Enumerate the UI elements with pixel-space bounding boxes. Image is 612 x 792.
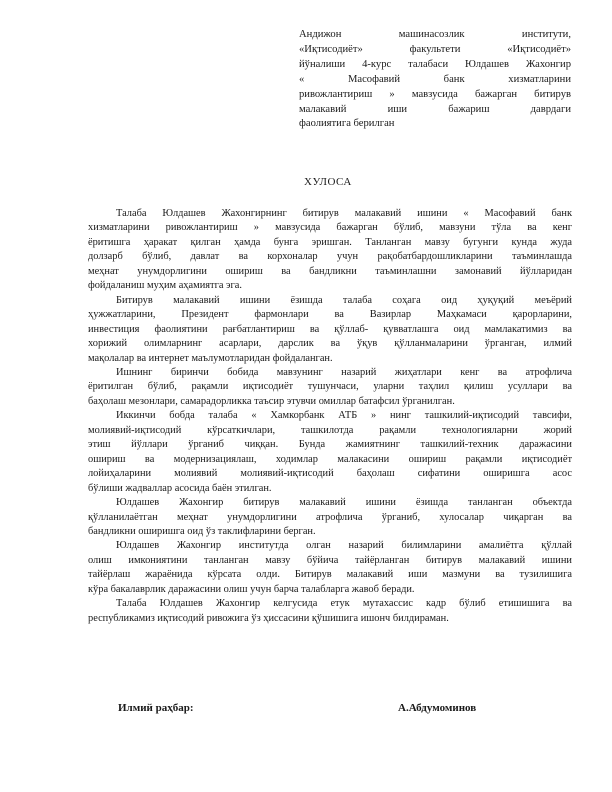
paragraph	[88, 366, 572, 409]
text-line: долзарб бўлиб, давлат ва корхоналар учун рақобатбардошликларини таъминлашда	[88, 251, 572, 263]
text-line: Юлдашев Жахонгир институтда олган назарий билимларини амалиётга қўллай	[116, 540, 572, 552]
text-line: бандликни оширишга оид ўз таклифларини берган.	[88, 525, 316, 537]
text-line: Талаба Юлдашев Жахонгирнинг битирув малакавий ишини « Масофавий банк	[116, 208, 572, 219]
address-line: « Масофавий банк хизматларини	[299, 73, 571, 85]
text-line: инвестиция фаолиятини рағбатлантириш ва қўллаб- қувватлашга оид мамлакатимиз ва	[88, 323, 572, 335]
address-line: Андижон машинасозлик институти,	[299, 29, 571, 40]
address-block	[299, 28, 571, 132]
paragraph	[88, 409, 572, 496]
text-line: қўлланилаётган меҳнат унумдорлигини атрофлича ўрганиб, хулосалар чиқарган ва	[88, 511, 572, 523]
text-line: фойдаланиш муҳим аҳамиятга эга.	[88, 280, 242, 292]
text-line: Талаба Юлдашев Жахонгир келгусида етук мутахассис кадр бўлиб етишишига ва	[116, 598, 572, 610]
address-line: ривожлантириш » мавзусида бажарган битирув	[299, 88, 571, 100]
text-line: лойиҳаларини молиявий молиявий-иқтисодий баҳолаш сифатини оширишга асос	[88, 468, 572, 480]
text-line: олиш имкониятини танланган мавзу бўйича тайёрланган битирув малакавий ишини	[88, 554, 572, 566]
paragraph	[88, 496, 572, 539]
text-line: меҳнат унумдорлигини ошириш ва бандликни таъминлашни замонавий йўлларидан	[88, 265, 572, 277]
text-line: Ишнинг биринчи бобида мавзунинг назарий жиҳатлари кенг ва атрофлича	[116, 366, 572, 378]
text-line: мақолалар ва интернет маълумотларидан фойдаланган.	[88, 352, 333, 364]
text-line: Юлдашев Жахонгир битирув малакавий ишини ёзишда танланган объектда	[116, 497, 572, 509]
text-line: Битирув малакавий ишини ёзишда талаба соҳага оид ҳуқуқий меъёрий	[116, 294, 572, 306]
text-line: баҳолаш мезонлари, самарадорликка таъсир этувчи омиллар батафсил ўрганилган.	[88, 395, 455, 407]
paragraph	[88, 294, 572, 366]
text-line: ёритишга ҳаракат қилган ҳамда бунга эришган. Танланган мавзу бугунги кунда жуда	[88, 236, 572, 248]
text-line: республикамиз иқтисодий ривожига ўз ҳиссасини қўшишига ишонч билдираман.	[88, 612, 449, 624]
supervisor-label: Илмий раҳбар:	[118, 702, 194, 714]
address-line: фаолиятига берилган	[299, 118, 395, 130]
text-line: молиявий-иқтисодий кўрсаткичлари, ташкилотда рақамли технологияларни жорий	[88, 424, 572, 436]
address-line: малакавий иши бажариш даврдаги	[299, 103, 571, 115]
text-line: ҳужжатларини, Президент фармонлари ва Вазирлар Маҳкамаси қарорларини,	[88, 309, 572, 321]
document-title: ХУЛОСА	[304, 176, 352, 188]
text-line: ошириш ва модернизациялаш, ходимлар малакасини ошириш рақамли иқтисодиёт	[88, 453, 572, 465]
text-line: Иккинчи бобда талаба « Хамкорбанк АТБ » нинг ташкилий-иқтисодий тавсифи,	[116, 410, 572, 422]
paragraph	[88, 597, 572, 626]
text-line: хизматларини ривожлантириш » мавзусида бажарган бўлиб, мавзуни тўла ва кенг	[88, 222, 572, 234]
address-line: йўналиши 4-курс талабаси Юлдашев Жахонгир	[299, 58, 571, 70]
paragraph	[88, 207, 572, 294]
text-line: тайёрлаш жараёнида кўрсата олди. Битирув малакавий иши мазмуни ва тузилишига	[88, 569, 572, 581]
text-line: этиш йўллари ўрганиб чиққан. Бунда жамиятнинг ташкилий-техник даражасини	[88, 439, 572, 451]
text-line: кўра бакалаврлик даражасини олиш учун барча талабларга жавоб беради.	[88, 583, 415, 595]
text-line: бўлиши жадваллар асосида баён этилган.	[88, 482, 272, 494]
paragraph	[88, 539, 572, 597]
address-line: «Иқтисодиёт» факультети «Иқтисодиёт»	[299, 43, 571, 55]
document-body	[88, 207, 572, 626]
text-line: хорижий олимларнинг асарлари, дарслик ва ўқув қўлланмаларини ўрганган, илмий	[88, 338, 572, 350]
supervisor-name: А.Абдумоминов	[398, 702, 477, 714]
text-line: ёритилган бўлиб, рақамли иқтисодиёт тушунчаси, уларни таҳлил қилиш усуллари ва	[88, 381, 572, 393]
